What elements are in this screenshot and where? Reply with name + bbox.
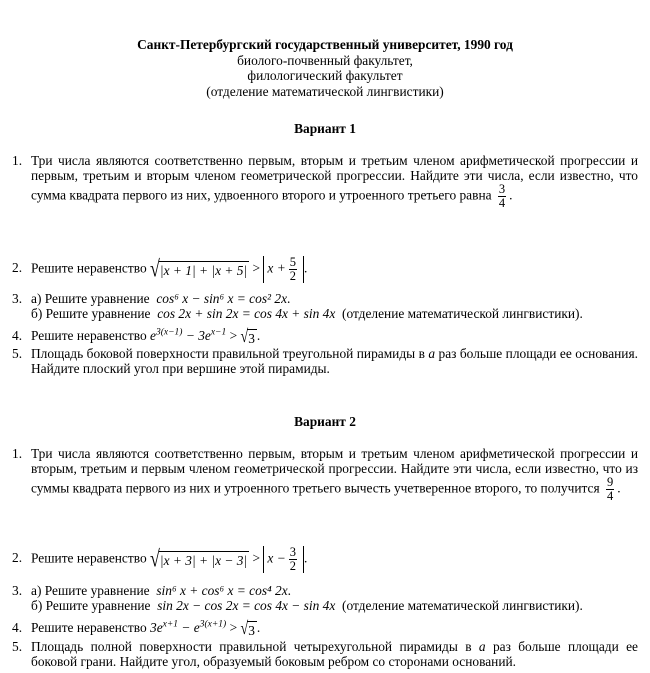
period: . [303,550,308,566]
expr: − e [181,620,200,635]
absolute-value [263,256,304,283]
university-title: Санкт-Петербургский государственный университет, 1990 год [137,37,513,52]
square-root: √|x + 3| + |x − 3| [150,546,248,573]
problem-text [31,546,638,573]
period: . [303,260,308,276]
problem-statement: Площадь боковой поверхности правильной треугольной пирамиды в [31,346,425,361]
base: e [150,328,156,343]
numerator: 3 [498,182,506,196]
part-a [31,291,638,306]
variable: a [478,639,486,654]
variant-2-problem-3 [12,583,638,613]
variant-2-problem-2 [12,546,638,573]
variant-2-problem-4 [12,620,638,638]
variable: a [428,346,436,361]
exponent: x−1 [210,327,227,338]
radicand: 3 [248,330,255,346]
exponent: x+1 [162,619,179,630]
period: . [617,480,621,496]
numerator: 5 [289,255,296,269]
radicand: |x + 1| + |x + 5| [159,263,248,279]
problem-number: 3. [12,291,23,306]
part-a-label: а) Решите уравнение [31,583,150,598]
variant-1-problem-1 [12,153,638,210]
problem-number: 5. [12,346,23,361]
problem-prefix: Решите неравенство [31,550,147,566]
denominator: 2 [289,559,296,573]
radicand: 3 [248,622,255,638]
variant-1-problem-3 [12,291,638,321]
variant-1-problem-4 [12,328,638,346]
part-b [31,598,638,613]
problem-text [31,446,638,503]
expr: − 3e [185,328,211,343]
variant-2-problem-5 [12,639,638,669]
part-b [31,306,638,321]
problem-statement: Три числа являются соответственно первым, вторым и третьим членом арифметической прогрессии и вторым, третьим и первым членом геометрической прогрессии. Найдите эти числа, если известно, что из суммы квадрата первого из них и утроенного третьего вычесть учетверенное второго, то получится [31,446,638,496]
problem-number: 4. [12,620,23,635]
variant-2-problem-1 [12,446,638,503]
part-b-note: (отделение математической лингвистики). [342,306,583,321]
problem-statement-cont: раз больше площади ее основания. Найдите плоский угол при вершине этой пирамиды. [31,346,638,376]
fraction [498,183,506,210]
problem-number: 2. [12,550,23,565]
variant-1-problem-5 [12,346,638,376]
document-header [0,37,650,99]
denominator: 2 [289,269,296,283]
expr: x − [267,550,286,566]
problem-prefix: Решите неравенство [31,328,147,343]
denominator: 4 [606,489,614,503]
period: . [287,583,292,598]
variant-1-problem-2 [12,256,638,283]
variant-2-title: Вариант 2 [294,414,356,429]
problem-text [31,639,638,669]
part-a-expression: sin⁶ x + cos⁶ x = cos⁴ 2x [156,583,288,598]
square-root: √|x + 1| + |x + 5| [150,256,248,283]
relation: > [252,550,261,566]
part-b-label: б) Решите уравнение [31,598,151,613]
problem-number: 1. [12,153,23,168]
exponent: 3(x+1) [199,619,227,630]
problem-number: 4. [12,328,23,343]
problem-text [31,346,638,376]
part-b-label: б) Решите уравнение [31,306,151,321]
problem-number: 1. [12,446,23,461]
problem-text [31,153,638,210]
part-a [31,583,638,598]
problem-statement: Площадь полной поверхности правильной четырехугольной пирамиды в [31,639,472,654]
faculty-line-2: филологический факультет [247,68,403,83]
problem-text [31,328,638,346]
relation: > [229,620,238,635]
numerator: 9 [606,475,614,489]
numerator: 3 [289,545,296,559]
fraction [606,476,614,503]
relation: > [252,260,261,276]
problem-text [31,583,638,613]
part-b-note: (отделение математической лингвистики). [342,598,583,613]
problem-text [31,620,638,638]
square-root: √3 [240,327,255,347]
radicand: |x + 3| + |x − 3| [159,553,248,569]
problem-prefix: Решите неравенство [31,260,147,276]
period: . [509,187,513,203]
part-b-expression: sin 2x − cos 2x = cos 4x − sin 4x [157,598,336,613]
period: . [256,328,261,343]
denominator: 4 [498,196,506,210]
period: . [287,291,291,306]
problem-statement-cont: раз больше площади ее боковой грани. Найдите угол, образуемый боковым ребром со сторонами оснований. [31,639,638,669]
problem-text [31,256,638,283]
part-a-expression: cos⁶ x − sin⁶ x = cos² 2x [156,291,288,306]
fraction [289,256,297,283]
fraction [289,546,297,573]
problem-text [31,291,638,321]
department-line: (отделение математической лингвистики) [206,83,444,99]
problem-number: 2. [12,260,23,275]
square-root: √3 [240,619,255,639]
problem-statement: Три числа являются соответственно первым, вторым и третьим членом арифметической прогрессии и первым, третьим и вторым членом геометрической прогрессии. Найдите эти числа, если известно, что сумма квадрата первого из них, удвоенного второго и утроенного третьего равна [31,153,638,203]
part-a-label: а) Решите уравнение [31,291,150,306]
problem-number: 5. [12,639,23,654]
problem-number: 3. [12,583,23,598]
absolute-value [263,546,304,573]
period: . [256,620,261,635]
base: 3e [150,620,163,635]
exponent: 3(x−1) [155,327,183,338]
problem-prefix: Решите неравенство [31,620,147,635]
part-b-expression: cos 2x + sin 2x = cos 4x + sin 4x [157,306,336,321]
faculty-line-1: биолого-почвенный факультет, [237,52,413,68]
variant-1-title: Вариант 1 [294,121,356,136]
expr: x + [267,260,286,276]
relation: > [229,328,238,343]
